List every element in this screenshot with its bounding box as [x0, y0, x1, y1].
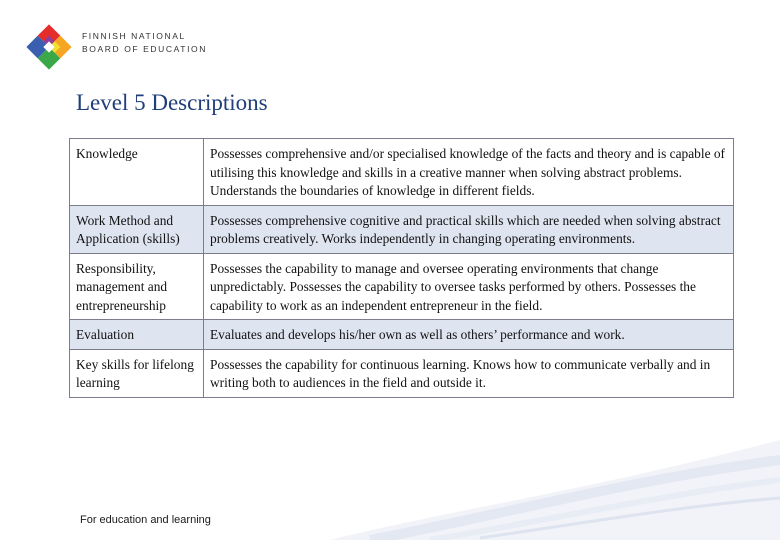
table-row	[70, 349, 734, 397]
row-description: Possesses the capability to manage and oversee operating environments that change unpredictably. Possesses the capability to oversee tasks performed by others. Possesses the capability to work as an independent entrepreneur in the field.	[204, 253, 734, 320]
table-row	[70, 205, 734, 253]
row-term: Key skills for lifelong learning	[70, 349, 204, 397]
row-term: Responsibility, management and entrepreneurship	[70, 253, 204, 320]
level-descriptions-table	[69, 138, 734, 398]
page-title: Level 5 Descriptions	[76, 90, 268, 115]
decorative-swoosh	[330, 420, 780, 540]
finnish-national-board-logo-icon	[26, 24, 72, 70]
row-description: Possesses the capability for continuous learning. Knows how to communicate verbally and in writing both to audiences in the field and outside it.	[204, 349, 734, 397]
row-term: Knowledge	[70, 139, 204, 206]
table-row	[70, 139, 734, 206]
row-description: Possesses comprehensive and/or specialised knowledge of the facts and theory and is capable of utilising this knowledge and skills in a creative manner when solving abstract problems. Understands the boundaries of knowledge in different fields.	[204, 139, 734, 206]
organization-name-line-2: BOARD OF EDUCATION	[82, 44, 207, 54]
row-description: Possesses comprehensive cognitive and practical skills which are needed when solving abstract problems creatively. Works independently in changing operating environments.	[204, 205, 734, 253]
organization-name-line-1: FINNISH NATIONAL	[82, 31, 186, 41]
table-row	[70, 253, 734, 320]
row-description: Evaluates and develops his/her own as well as others’ performance and work.	[204, 320, 734, 350]
organization-name	[82, 30, 207, 56]
table-row	[70, 320, 734, 350]
row-term: Work Method and Application (skills)	[70, 205, 204, 253]
footer-tagline: For education and learning	[80, 514, 211, 526]
row-term: Evaluation	[70, 320, 204, 350]
